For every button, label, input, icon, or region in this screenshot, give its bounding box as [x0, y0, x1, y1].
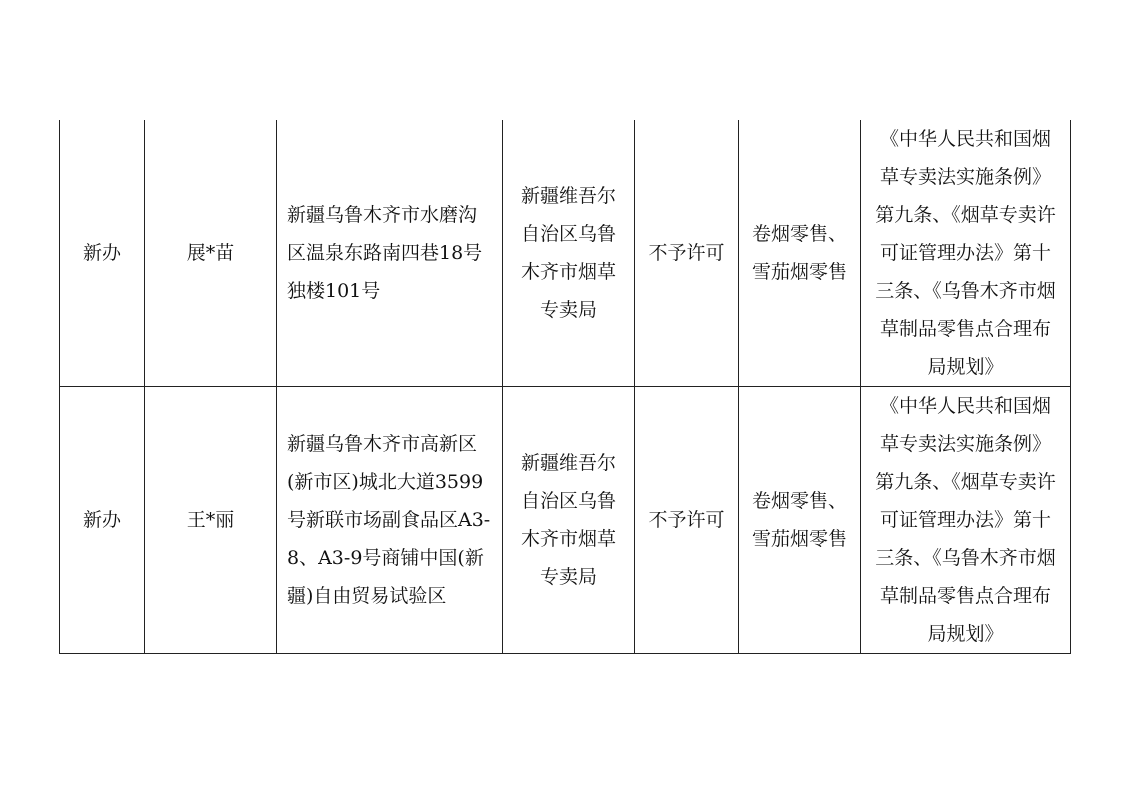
license-decision-table-wrapper	[59, 120, 1070, 654]
application-type-cell: 新办	[60, 387, 145, 654]
license-decision-table	[59, 120, 1071, 654]
business-scope-cell: 卷烟零售、雪茄烟零售	[739, 387, 861, 654]
decision-result-cell: 不予许可	[635, 120, 739, 387]
business-address-cell: 新疆乌鲁木齐市高新区(新市区)城北大道3599号新联市场副食品区A3-8、A3-9号商铺中国(新疆)自由贸易试验区	[277, 387, 503, 654]
decision-result-cell: 不予许可	[635, 387, 739, 654]
legal-basis-cell: 《中华人民共和国烟草专卖法实施条例》第九条、《烟草专卖许可证管理办法》第十三条、《乌鲁木齐市烟草制品零售点合理布局规划》	[861, 387, 1071, 654]
business-scope-cell: 卷烟零售、雪茄烟零售	[739, 120, 861, 387]
applicant-name-cell: 王*丽	[145, 387, 277, 654]
issuing-authority-cell: 新疆维吾尔自治区乌鲁木齐市烟草专卖局	[503, 120, 635, 387]
table-row	[60, 387, 1071, 654]
table-row	[60, 120, 1071, 387]
application-type-cell: 新办	[60, 120, 145, 387]
business-address-cell: 新疆乌鲁木齐市水磨沟区温泉东路南四巷18号独楼101号	[277, 120, 503, 387]
issuing-authority-cell: 新疆维吾尔自治区乌鲁木齐市烟草专卖局	[503, 387, 635, 654]
legal-basis-cell: 《中华人民共和国烟草专卖法实施条例》第九条、《烟草专卖许可证管理办法》第十三条、《乌鲁木齐市烟草制品零售点合理布局规划》	[861, 120, 1071, 387]
applicant-name-cell: 展*苗	[145, 120, 277, 387]
